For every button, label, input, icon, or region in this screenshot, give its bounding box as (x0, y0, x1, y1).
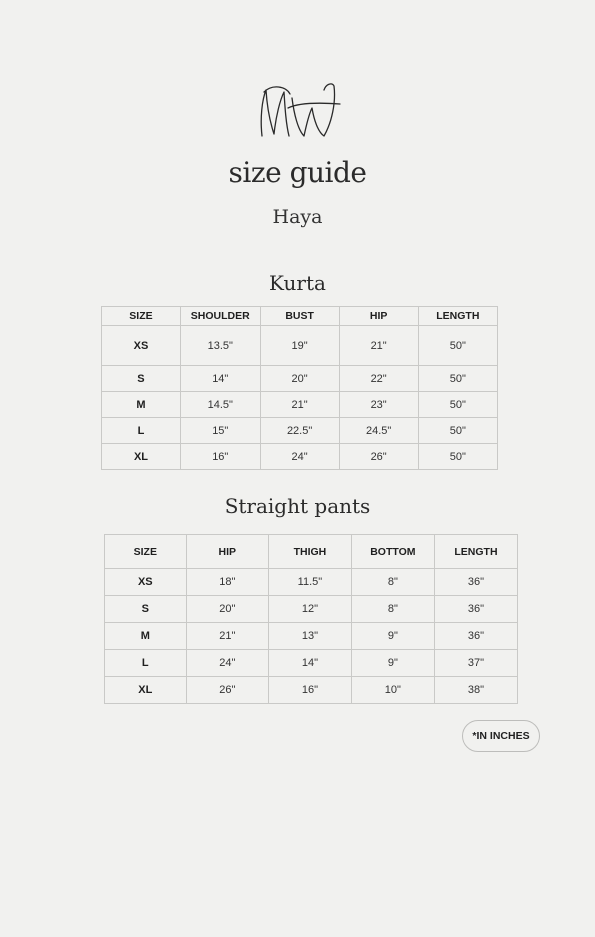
value-cell: 21" (186, 623, 268, 650)
value-cell: 11.5" (269, 569, 352, 596)
value-cell: 13.5" (180, 326, 260, 366)
value-cell: 12" (269, 596, 352, 623)
value-cell: 16" (269, 677, 352, 704)
size-cell: XL (102, 444, 181, 470)
value-cell: 18" (186, 569, 268, 596)
table-row (102, 418, 498, 444)
size-cell: L (105, 650, 187, 677)
value-cell: 16" (180, 444, 260, 470)
value-cell: 20" (260, 366, 339, 392)
size-cell: M (105, 623, 187, 650)
value-cell: 13" (269, 623, 352, 650)
column-header: BOTTOM (351, 535, 434, 569)
value-cell: 10" (351, 677, 434, 704)
size-cell: XS (102, 326, 181, 366)
table-row (102, 326, 498, 366)
value-cell: 22.5" (260, 418, 339, 444)
value-cell: 50" (418, 418, 497, 444)
table-row (102, 366, 498, 392)
kurta-section-title: Kurta (269, 271, 326, 295)
size-cell: S (105, 596, 187, 623)
page-title: size guide (228, 156, 367, 189)
value-cell: 15" (180, 418, 260, 444)
brand-logo (252, 78, 344, 148)
size-cell: XL (105, 677, 187, 704)
value-cell: 36" (434, 623, 517, 650)
value-cell: 8" (351, 596, 434, 623)
value-cell: 24" (260, 444, 339, 470)
size-cell: XS (105, 569, 187, 596)
value-cell: 24" (186, 650, 268, 677)
value-cell: 23" (339, 392, 418, 418)
table-header-row (105, 535, 518, 569)
value-cell: 50" (418, 392, 497, 418)
pants-size-table (104, 534, 518, 704)
table-row (105, 677, 518, 704)
table-row (105, 623, 518, 650)
value-cell: 21" (260, 392, 339, 418)
value-cell: 19" (260, 326, 339, 366)
table-row (105, 650, 518, 677)
size-cell: S (102, 366, 181, 392)
column-header: BUST (260, 307, 339, 326)
value-cell: 20" (186, 596, 268, 623)
column-header: HIP (186, 535, 268, 569)
table-row (102, 392, 498, 418)
pants-section-title: Straight pants (224, 494, 371, 518)
column-header: SIZE (105, 535, 187, 569)
value-cell: 14" (180, 366, 260, 392)
value-cell: 36" (434, 596, 517, 623)
value-cell: 22" (339, 366, 418, 392)
column-header: HIP (339, 307, 418, 326)
size-cell: L (102, 418, 181, 444)
value-cell: 24.5" (339, 418, 418, 444)
table-row (105, 596, 518, 623)
value-cell: 26" (186, 677, 268, 704)
value-cell: 26" (339, 444, 418, 470)
value-cell: 14" (269, 650, 352, 677)
table-header-row (102, 307, 498, 326)
value-cell: 50" (418, 366, 497, 392)
value-cell: 9" (351, 650, 434, 677)
value-cell: 37" (434, 650, 517, 677)
value-cell: 50" (418, 444, 497, 470)
kurta-size-table (101, 306, 498, 470)
column-header: LENGTH (434, 535, 517, 569)
column-header: SIZE (102, 307, 181, 326)
table-row (102, 444, 498, 470)
column-header: LENGTH (418, 307, 497, 326)
value-cell: 36" (434, 569, 517, 596)
value-cell: 8" (351, 569, 434, 596)
value-cell: 14.5" (180, 392, 260, 418)
product-name: Haya (272, 206, 323, 228)
value-cell: 50" (418, 326, 497, 366)
column-header: SHOULDER (180, 307, 260, 326)
value-cell: 9" (351, 623, 434, 650)
value-cell: 21" (339, 326, 418, 366)
units-note-badge: *IN INCHES (462, 720, 540, 752)
value-cell: 38" (434, 677, 517, 704)
table-row (105, 569, 518, 596)
column-header: THIGH (269, 535, 352, 569)
size-cell: M (102, 392, 181, 418)
